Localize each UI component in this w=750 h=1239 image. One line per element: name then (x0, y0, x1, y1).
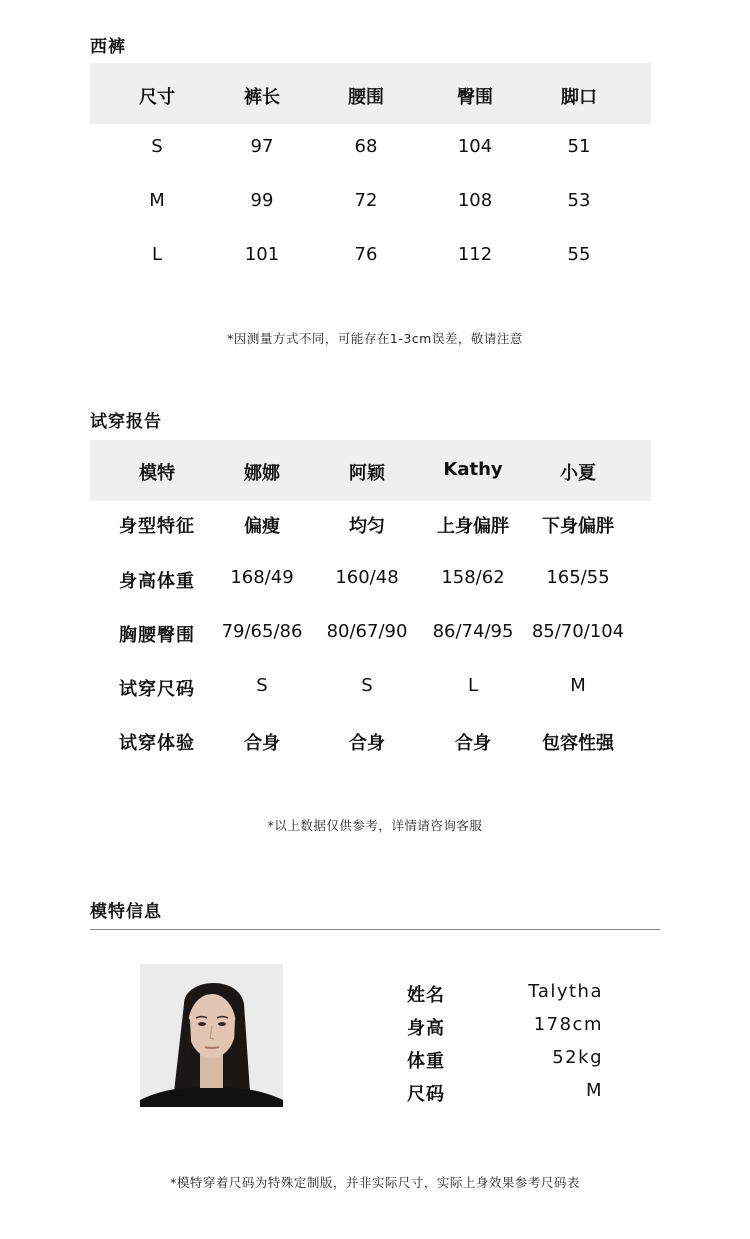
pants-header-waist: 腰围 (348, 87, 384, 108)
info-value-size: M (585, 1080, 603, 1101)
table-cell: 165/55 (546, 567, 610, 588)
table-cell: L (151, 244, 163, 265)
table-cell: 55 (567, 244, 591, 265)
info-label-weight: 体重 (407, 1051, 445, 1072)
table-cell: S (256, 675, 268, 696)
table-cell: 79/65/86 (221, 621, 303, 642)
table-row (90, 512, 651, 536)
fit-header-xiaoxia: 小夏 (560, 463, 596, 484)
row-label: 试穿尺码 (119, 679, 195, 700)
table-cell: S (361, 675, 373, 696)
info-value-name: Talytha (528, 981, 603, 1002)
row-label: 身高体重 (119, 571, 195, 592)
table-cell: 包容性强 (542, 733, 614, 754)
info-label-height: 身高 (407, 1018, 445, 1039)
fit-header-model: 模特 (139, 463, 175, 484)
table-cell: 158/62 (441, 567, 505, 588)
table-cell: 上身偏胖 (437, 516, 509, 537)
pants-header-hip: 臀围 (457, 87, 493, 108)
table-cell: 53 (567, 190, 591, 211)
table-cell: 112 (457, 244, 493, 265)
row-label: 身型特征 (119, 516, 195, 537)
row-label: 试穿体验 (119, 733, 195, 754)
table-row (90, 190, 651, 214)
info-value-weight: 52kg (552, 1047, 603, 1068)
model-photo (140, 964, 283, 1107)
info-label-name: 姓名 (407, 985, 445, 1006)
table-cell: 51 (567, 136, 591, 157)
table-cell: 下身偏胖 (542, 516, 614, 537)
reference-note: *以上数据仅供参考，详情请咨询客服 (267, 818, 483, 833)
fit-header-nana: 娜娜 (244, 463, 280, 484)
fit-report-title: 试穿报告 (90, 412, 162, 432)
table-cell: 99 (250, 190, 274, 211)
pants-header-hem: 脚口 (561, 87, 597, 108)
table-cell: 104 (457, 136, 493, 157)
table-cell: L (467, 675, 479, 696)
pants-header-length: 裤长 (244, 87, 280, 108)
table-row (90, 567, 651, 591)
table-row (90, 729, 651, 753)
table-cell: 68 (354, 136, 378, 157)
fit-report-header (90, 440, 651, 501)
table-cell: 合身 (349, 733, 385, 754)
table-row (90, 675, 651, 699)
row-label: 胸腰臀围 (119, 625, 195, 646)
measurement-note: *因测量方式不同，可能存在1-3cm误差，敬请注意 (227, 331, 523, 346)
table-cell: 101 (244, 244, 280, 265)
info-value-height: 178cm (533, 1014, 603, 1035)
fit-header-kathy: Kathy (443, 459, 503, 480)
table-cell: S (151, 136, 163, 157)
pants-section-title: 西裤 (90, 37, 126, 57)
table-cell: 86/74/95 (432, 621, 514, 642)
table-cell: 160/48 (335, 567, 399, 588)
fit-header-aying: 阿颖 (349, 463, 385, 484)
section-divider (90, 929, 660, 930)
pants-table-header (90, 63, 651, 124)
table-cell: 72 (354, 190, 378, 211)
table-cell: 108 (457, 190, 493, 211)
table-cell: M (570, 675, 586, 696)
table-cell: 合身 (455, 733, 491, 754)
table-row (90, 621, 651, 645)
table-cell: 168/49 (230, 567, 294, 588)
table-cell: 85/70/104 (531, 621, 625, 642)
info-label-size: 尺码 (407, 1084, 445, 1105)
pants-header-size: 尺寸 (139, 87, 175, 108)
table-cell: 97 (250, 136, 274, 157)
table-cell: 均匀 (349, 516, 385, 537)
table-cell: 合身 (244, 733, 280, 754)
model-info-title: 模特信息 (90, 902, 162, 922)
table-cell: M (149, 190, 165, 211)
table-cell: 76 (354, 244, 378, 265)
table-cell: 80/67/90 (326, 621, 408, 642)
table-cell: 偏瘦 (244, 516, 280, 537)
table-row (90, 244, 651, 268)
table-row (90, 136, 651, 160)
custom-size-note: *模特穿着尺码为特殊定制版，并非实际尺寸，实际上身效果参考尺码表 (170, 1175, 580, 1190)
